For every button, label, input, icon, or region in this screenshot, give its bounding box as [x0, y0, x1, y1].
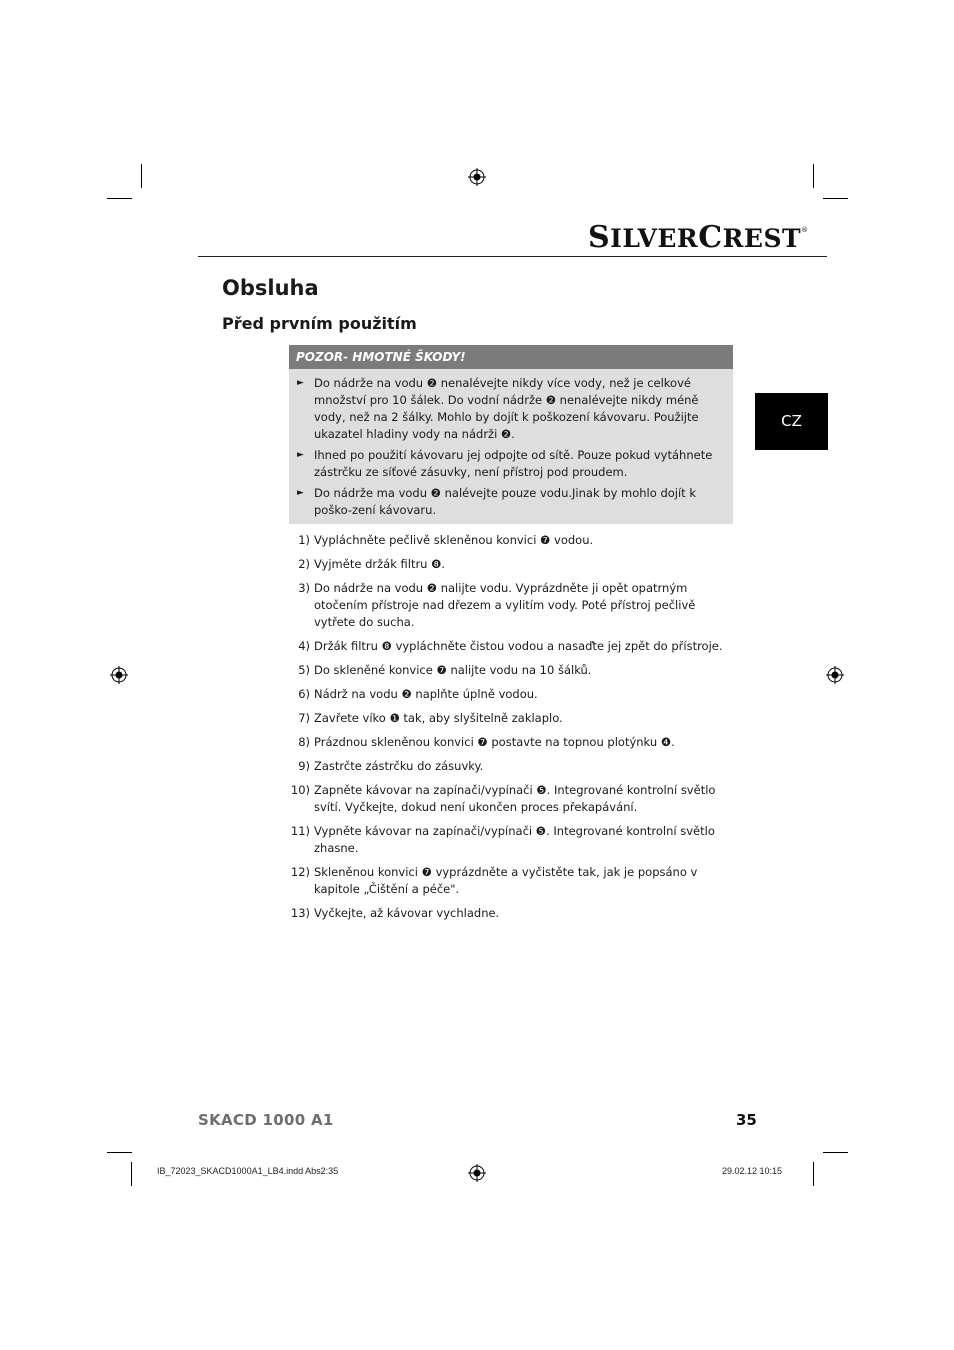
crop-mark: [813, 1162, 814, 1186]
language-tab: CZ: [755, 393, 828, 450]
step-item: 5) Do skleněné konvice ❼ nalijte vodu na 10 šálků.: [298, 663, 592, 677]
warning-list: [289, 369, 733, 519]
crop-mark: [131, 1162, 132, 1186]
subsection-title: Před prvním použitím: [222, 314, 417, 333]
step-item: 13) Vyčkejte, až kávovar vychladne.: [290, 906, 500, 920]
section-title: Obsluha: [222, 276, 319, 300]
bullet-arrow-icon: ►: [297, 450, 304, 460]
warning-title: POZOR- HMOTNÉ ŠKODY!: [289, 345, 733, 369]
crop-mark: [823, 198, 848, 199]
steps-list: [282, 532, 734, 929]
page-number: 35: [736, 1111, 757, 1129]
warning-item: ► Do nádrže na vodu ❷ nenalévejte nikdy více vody, než je celkové množství pro 10 šálek. Do vodní nádrže ❷ nenalévejte nikdy méně vody, než na 2 šálky. Mohlo by dojít k poškození kávovaru. Použijte ukazatel hladiny vody na nádrži ❷.: [297, 376, 699, 441]
step-item: 2) Vyjměte držák filtru ❽.: [298, 557, 446, 571]
step-item: 11) Vypněte kávovar na zapínači/vypínači ❺. Integrované kontrolní světlo zhasne.: [290, 824, 715, 855]
silvercrest-logo: SILVERCREST®: [588, 220, 809, 255]
warning-item: ► Ihned po použití kávovaru jej odpojte od sítě. Pouze pokud vytáhnete zástrčku ze síťové zásuvky, není přístroj pod proudem.: [297, 448, 713, 479]
print-slug-date: 29.02.12 10:15: [722, 1166, 783, 1176]
warning-box: [289, 345, 733, 524]
step-item: 6) Nádrž na vodu ❷ naplňte úplně vodou.: [298, 687, 538, 701]
step-item: 4) Držák filtru ❽ vypláchněte čistou vodou a nasaďte jej zpět do přístroje.: [298, 639, 723, 653]
crop-mark: [107, 198, 132, 199]
step-item: 8) Prázdnou skleněnou konvici ❼ postavte na topnou plotýnku ❹.: [298, 735, 675, 749]
step-item: 7) Zavřete víko ❶ tak, aby slyšitelně zaklaplo.: [298, 711, 563, 725]
warning-item: ► Do nádrže ma vodu ❷ nalévejte pouze vodu.Jinak by mohlo dojít k poško-zení kávovaru.: [297, 486, 696, 517]
model-number: SKACD 1000 A1: [198, 1111, 334, 1129]
bullet-arrow-icon: ►: [297, 488, 304, 498]
print-slug-file: IB_72023_SKACD1000A1_LB4.indd Abs2:35: [157, 1166, 339, 1176]
step-item: 1) Vypláchněte pečlivě skleněnou konvici ❼ vodou.: [298, 533, 594, 547]
registration-mark-icon: [468, 1164, 486, 1182]
step-item: 9) Zastrčte zástrčku do zásuvky.: [298, 759, 484, 773]
crop-mark: [107, 1152, 132, 1153]
registration-mark-icon: [110, 666, 128, 684]
bullet-arrow-icon: ►: [297, 378, 304, 388]
registration-mark-icon: [468, 168, 486, 186]
crop-mark: [823, 1152, 848, 1153]
registration-mark-icon: [826, 666, 844, 684]
crop-mark: [813, 164, 814, 188]
step-item: 10) Zapněte kávovar na zapínači/vypínači ❺. Integrované kontrolní světlo svítí. Vyčkejte, dokud není ukončen proces překapávání.: [290, 783, 716, 814]
step-item: 12) Skleněnou konvici ❼ vyprázdněte a vyčistěte tak, jak je popsáno v kapitole „Čištění a péče".: [290, 865, 698, 896]
crop-mark: [141, 164, 142, 188]
step-item: 3) Do nádrže na vodu ❷ nalijte vodu. Vyprázdněte ji opět opatrným otočením přístroje nad dřezem a vylitím vody. Poté přístroj pečlivě vytřete do sucha.: [298, 581, 696, 629]
header-rule: [198, 256, 827, 257]
